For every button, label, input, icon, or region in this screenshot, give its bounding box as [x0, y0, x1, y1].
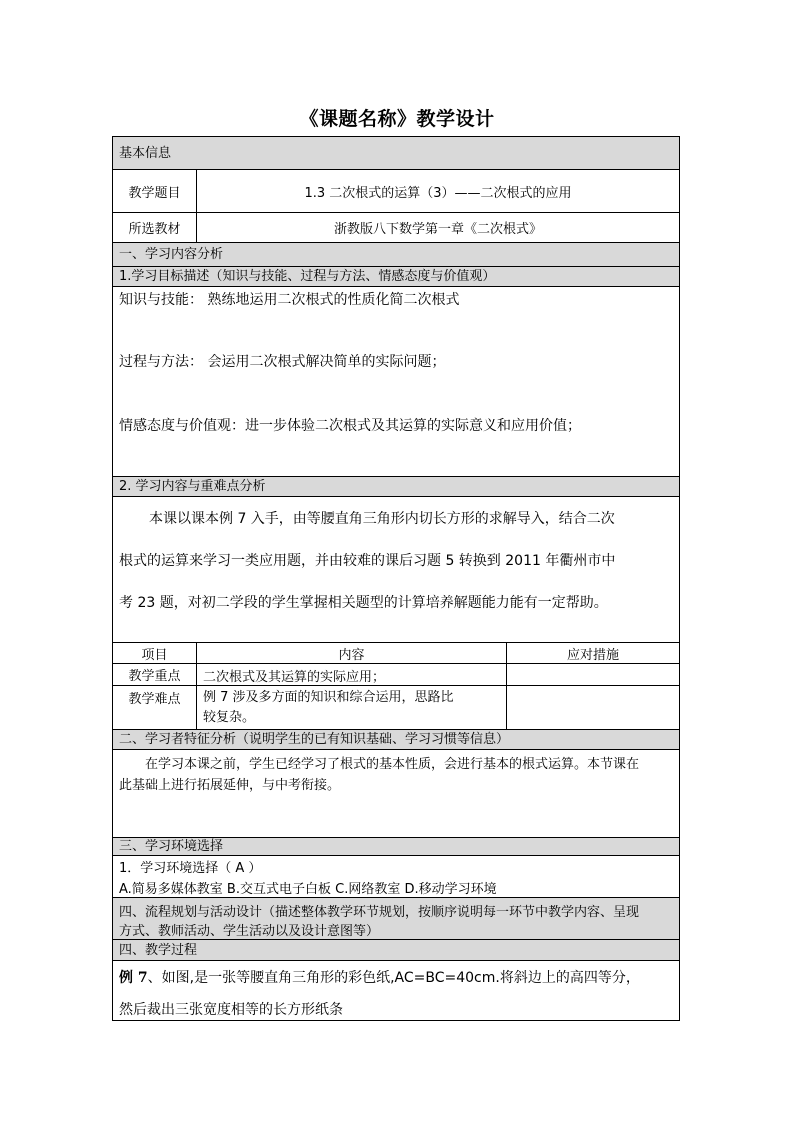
- row-content: 二次根式及其运算的实际应用；: [196, 664, 506, 685]
- goals-header: 1.学习目标描述（知识与技能、过程与方法、情感态度与价值观）: [112, 266, 680, 286]
- plan-line: 方式、教师活动、学生活动以及设计意图等）: [119, 924, 380, 939]
- table-row: [112, 685, 680, 729]
- col-item-header: 项目: [141, 647, 168, 663]
- page-title: 《课题名称》教学设计: [299, 108, 495, 130]
- learner-line: 在学习本课之前，学生已经学习了根式的基本性质，会进行基本的根式运算。本节课在: [145, 757, 640, 772]
- topic-value: 1.3 二次根式的运算（3）——二次根式的应用: [196, 170, 679, 212]
- table-row: [112, 663, 680, 685]
- content-line: 例 7 涉及多方面的知识和综合运用，思路比: [203, 690, 454, 705]
- goal-knowledge: 知识与技能： 熟练地运用二次根式的性质化简二次根式: [119, 292, 460, 308]
- section2-header: 二、学习者特征分析（说明学生的已有知识基础、学习习惯等信息）: [112, 729, 680, 749]
- section4-plan-header: [112, 897, 680, 939]
- focus-table-header: [112, 642, 680, 663]
- section4-process-header: 四、教学过程: [112, 939, 680, 960]
- textbook-value: 浙教版八下数学第一章《二次根式》: [196, 213, 679, 242]
- learner-block: [112, 749, 680, 837]
- example-line: [119, 967, 640, 987]
- analysis-header: 2. 学习内容与重难点分析: [112, 476, 680, 496]
- basic-info-header: 基本信息: [112, 136, 680, 169]
- goals-block: [112, 286, 680, 476]
- textbook-label: 所选教材: [128, 222, 181, 237]
- textbook-row: [112, 212, 680, 242]
- topic-row: [112, 169, 680, 212]
- content-line: 较复杂。: [203, 710, 256, 725]
- learner-line: 此基础上进行拓展延伸，与中考衔接。: [119, 778, 341, 793]
- analysis-line: 根式的运算来学习一类应用题，并由较难的课后习题 5 转换到 2011 年衢州市中: [119, 553, 616, 569]
- analysis-line: 考 23 题，对初二学段的学生掌握相关题型的计算培养解题能力能有一定帮助。: [119, 595, 608, 611]
- environment-choice: 1．学习环境选择（ A ）: [119, 861, 262, 876]
- environment-block: [112, 855, 680, 897]
- plan-line: 四、流程规划与活动设计（描述整体教学环节规划，按顺序说明每一环节中教学内容、呈现: [119, 905, 640, 920]
- row-item: 教学难点: [128, 692, 181, 707]
- goal-process: 过程与方法： 会运用二次根式解决简单的实际问题；: [119, 354, 446, 370]
- section3-header: 三、学习环境选择: [112, 837, 680, 855]
- example-line: 然后裁出三张宽度相等的长方形纸条: [119, 1002, 343, 1018]
- process-block: [112, 960, 680, 1021]
- example-label: 例 7: [119, 970, 148, 986]
- environment-options: A.简易多媒体教室 B.交互式电子白板 C.网络教室 D.移动学习环境: [119, 882, 497, 897]
- row-measures: [506, 686, 679, 729]
- analysis-line: 本课以课本例 7 入手，由等腰直角三角形内切长方形的求解导入，结合二次: [149, 511, 615, 527]
- row-measures: [506, 664, 679, 685]
- analysis-block: [112, 496, 680, 642]
- col-content-header: 内容: [196, 643, 506, 663]
- col-measures-header: 应对措施: [506, 643, 679, 663]
- goal-attitude: 情感态度与价值观：进一步体验二次根式及其运算的实际意义和应用价值；: [119, 418, 581, 434]
- section1-header: 一、学习内容分析: [112, 242, 680, 266]
- topic-label: 教学题目: [128, 185, 181, 201]
- row-item: 教学重点: [128, 669, 181, 684]
- row-content: [196, 686, 506, 729]
- example-text: 、如图,是一张等腰直角三角形的彩色纸,AC=BC=40cm.将斜边上的高四等分，: [147, 970, 640, 986]
